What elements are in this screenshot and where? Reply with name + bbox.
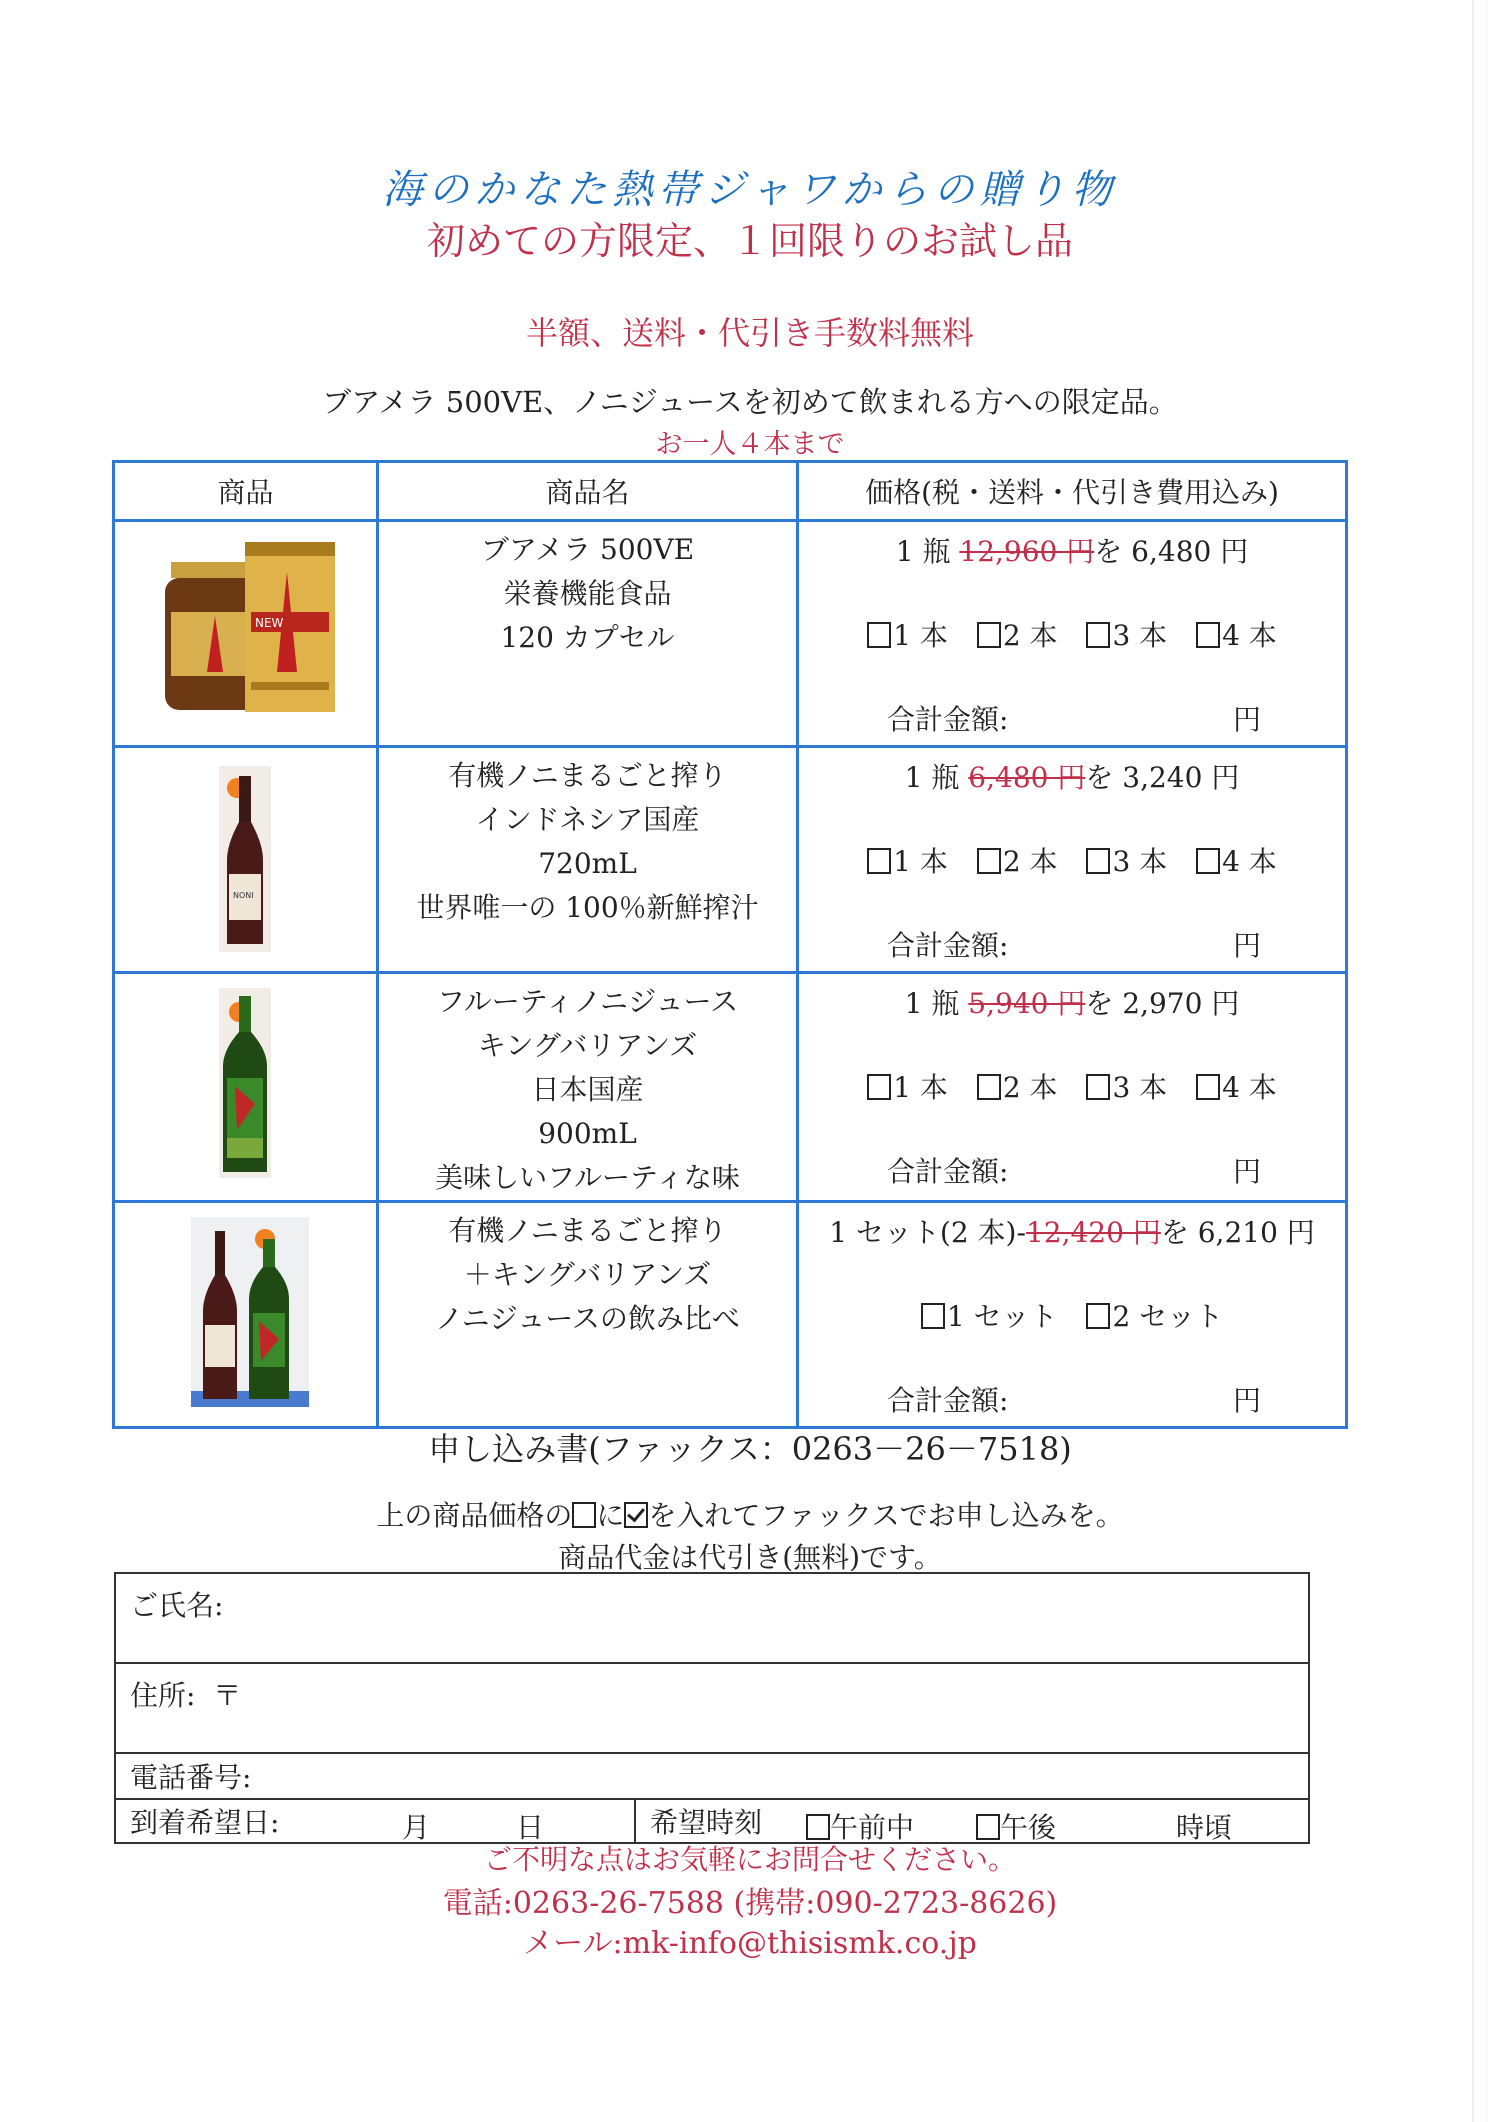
purchase-limit: お一人４本まで	[655, 429, 845, 460]
contact-email[interactable]: メール:mk-info@thisismk.co.jp	[523, 1926, 977, 1961]
name-field[interactable]	[115, 1573, 1309, 1663]
price-prefix: 1 瓶	[904, 987, 969, 1020]
product-price-cell	[798, 1202, 1347, 1428]
offer-heading: 半額、送料・代引き手数料無料	[525, 314, 974, 352]
product-name-line: 有機ノニまるごと搾り	[448, 1214, 727, 1247]
product-row	[114, 747, 1347, 973]
quantity-options	[799, 1295, 1345, 1335]
quantity-option[interactable]: 1 本	[867, 1066, 948, 1106]
phone-row[interactable]	[115, 1753, 1309, 1799]
quantity-option[interactable]: 3 本	[1086, 614, 1167, 654]
checkbox-icon[interactable]	[1086, 622, 1110, 648]
product-name-line: フルーティノニジュース	[436, 985, 739, 1018]
description: ブアメラ 500VE、ノニジュースを初めて飲まれる方への限定品。	[322, 385, 1178, 419]
phone-label: 電話番号:	[130, 1761, 252, 1794]
product-row	[114, 973, 1347, 1202]
quantity-options	[799, 840, 1345, 880]
quantity-option[interactable]: 2 本	[977, 840, 1058, 880]
name-row[interactable]	[115, 1573, 1309, 1663]
product-name-line: 900mL	[538, 1117, 637, 1150]
address-label: 住所:	[130, 1679, 196, 1712]
original-price: 12,420 円	[1025, 1216, 1161, 1249]
checkbox-icon[interactable]	[867, 622, 891, 648]
checkbox-icon[interactable]	[977, 1074, 1001, 1100]
quantity-option[interactable]: 2 本	[977, 1066, 1058, 1106]
quantity-options	[799, 614, 1345, 654]
product-name-cell	[378, 747, 798, 973]
price-prefix: 1 瓶	[895, 535, 960, 568]
quantity-option[interactable]: 1 セット	[921, 1295, 1058, 1335]
product-name-line: インドネシア国産	[475, 803, 700, 836]
product-table	[112, 460, 1348, 1429]
original-price: 12,960 円	[959, 535, 1095, 568]
product-image-cell	[114, 973, 378, 1202]
product-image-cell	[114, 521, 378, 747]
checkbox-icon[interactable]	[867, 848, 891, 874]
fruity-noni-bottle-image	[115, 974, 373, 1185]
product-name-line: 栄養機能食品	[503, 577, 672, 610]
time-suffix: 時頃	[1176, 1811, 1233, 1844]
checkbox-icon[interactable]	[1086, 1303, 1110, 1329]
arrival-date-field[interactable]	[115, 1799, 635, 1843]
price-line	[799, 982, 1345, 1022]
discount-price: を 2,970 円	[1085, 987, 1240, 1020]
product-price-cell	[798, 747, 1347, 973]
checkbox-icon[interactable]	[977, 848, 1001, 874]
header-price: 価格(税・送料・代引き費用込み)	[798, 462, 1347, 521]
discount-price: を 6,480 円	[1094, 535, 1249, 568]
day-label: 日	[516, 1811, 545, 1844]
product-name-line: 有機ノニまるごと搾り	[448, 759, 727, 792]
quantity-option[interactable]: 2 本	[977, 614, 1058, 654]
contact-phone: 電話:0263-26-7588 (携帯:090-2723-8626)	[442, 1886, 1058, 1921]
time-label: 希望時刻	[650, 1806, 763, 1839]
name-label: ご氏名:	[130, 1589, 224, 1622]
fax-instruction: 上の商品価格の に を入れてファックスでお申し込みを。	[376, 1499, 1124, 1532]
am-option[interactable]: 午前中	[806, 1806, 914, 1846]
discount-price: を 3,240 円	[1085, 761, 1240, 794]
checkbox-icon[interactable]	[921, 1303, 945, 1329]
total-amount-field[interactable]	[887, 1379, 1261, 1419]
product-name-line: ＋キングバリアンズ	[463, 1258, 712, 1291]
noni-bottle-image	[115, 748, 373, 959]
total-unit: 円	[1232, 1155, 1261, 1188]
product-name-cell	[378, 1202, 798, 1428]
product-name-line: 世界唯一の 100％新鮮搾汁	[416, 891, 759, 924]
pm-option[interactable]: 午後	[976, 1806, 1056, 1846]
product-price-cell	[798, 973, 1347, 1202]
checkbox-icon[interactable]	[806, 1814, 830, 1840]
product-image-cell	[114, 747, 378, 973]
product-name-cell	[378, 973, 798, 1202]
quantity-option[interactable]: 4 本	[1196, 840, 1277, 880]
inquiry-note: ご不明な点はお気軽にお問合せください。	[483, 1843, 1016, 1876]
noni-set-image	[115, 1203, 373, 1414]
product-name-line: 120 カプセル	[500, 621, 675, 654]
price-line	[799, 530, 1345, 570]
postal-mark: 〒	[213, 1679, 242, 1712]
product-name-line: 720mL	[538, 847, 637, 880]
checkbox-icon[interactable]	[1196, 622, 1220, 648]
product-row	[114, 521, 1347, 747]
phone-field[interactable]	[115, 1753, 1309, 1799]
total-amount-field[interactable]	[887, 1150, 1261, 1190]
product-name-line: ブアメラ 500VE	[480, 533, 695, 566]
total-label: 合計金額:	[887, 703, 1009, 736]
payment-note: 商品代金は代引き(無料)です。	[558, 1541, 942, 1574]
quantity-option[interactable]: 4 本	[1196, 1066, 1277, 1106]
checkbox-icon[interactable]	[1086, 1074, 1110, 1100]
checkbox-icon[interactable]	[976, 1814, 1000, 1840]
quantity-option[interactable]: 2 セット	[1086, 1295, 1223, 1335]
total-label: 合計金額:	[887, 929, 1009, 962]
svg-text:NEW: NEW	[255, 616, 284, 630]
quantity-option[interactable]: 4 本	[1196, 614, 1277, 654]
fax-order-heading: 申し込み書(ファックス：0263－26－7518)	[428, 1430, 1072, 1468]
checkbox-icon[interactable]	[1196, 1074, 1220, 1100]
checked-checkbox-icon	[624, 1502, 648, 1528]
price-prefix: 1 瓶	[904, 761, 969, 794]
price-line	[799, 1211, 1345, 1251]
header-product-name: 商品名	[378, 462, 798, 521]
total-label: 合計金額:	[887, 1155, 1009, 1188]
discount-price: を 6,210 円	[1160, 1216, 1315, 1249]
product-image-cell	[114, 1202, 378, 1428]
checkbox-icon[interactable]	[867, 1074, 891, 1100]
empty-checkbox-icon	[572, 1502, 596, 1528]
checkbox-icon[interactable]	[1086, 848, 1110, 874]
arrival-row	[115, 1799, 1309, 1843]
quantity-option[interactable]: 3 本	[1086, 840, 1167, 880]
product-name-line: 美味しいフルーティな味	[435, 1161, 740, 1194]
original-price: 6,480 円	[968, 761, 1086, 794]
total-unit: 円	[1232, 929, 1261, 962]
month-label: 月	[402, 1811, 431, 1844]
price-line	[799, 756, 1345, 796]
checkbox-icon[interactable]	[1196, 848, 1220, 874]
order-form	[114, 1572, 1310, 1844]
total-unit: 円	[1232, 703, 1261, 736]
tagline: 海のかなた熱帯ジャワからの贈り物	[382, 167, 1118, 213]
price-prefix: 1 セット(2 本)-	[829, 1216, 1026, 1249]
total-amount-field[interactable]	[887, 924, 1261, 964]
address-row[interactable]	[115, 1663, 1309, 1753]
product-name-cell	[378, 521, 798, 747]
product-row	[114, 1202, 1347, 1428]
checkbox-icon[interactable]	[977, 622, 1001, 648]
svg-text:NONI: NONI	[233, 891, 254, 900]
product-name-line: キングバリアンズ	[477, 1029, 698, 1062]
quantity-option[interactable]: 3 本	[1086, 1066, 1167, 1106]
header-product: 商品	[114, 462, 378, 521]
address-field[interactable]	[115, 1663, 1309, 1753]
arrival-time-field	[635, 1799, 1309, 1843]
quantity-options	[799, 1066, 1345, 1106]
total-unit: 円	[1232, 1384, 1261, 1417]
total-label: 合計金額:	[887, 1384, 1009, 1417]
product-table-header	[114, 462, 1347, 521]
quantity-option[interactable]: 1 本	[867, 840, 948, 880]
buamera-product-image	[115, 522, 373, 733]
product-name-line: 日本国産	[531, 1073, 644, 1106]
product-price-cell	[798, 521, 1347, 747]
subtitle: 初めての方限定、１回限りのお試し品	[426, 219, 1073, 263]
product-name-line: ノニジュースの飲み比べ	[435, 1302, 740, 1335]
total-amount-field[interactable]	[887, 698, 1261, 738]
quantity-option[interactable]: 1 本	[867, 614, 948, 654]
arrival-label: 到着希望日:	[130, 1806, 280, 1839]
original-price: 5,940 円	[968, 987, 1086, 1020]
